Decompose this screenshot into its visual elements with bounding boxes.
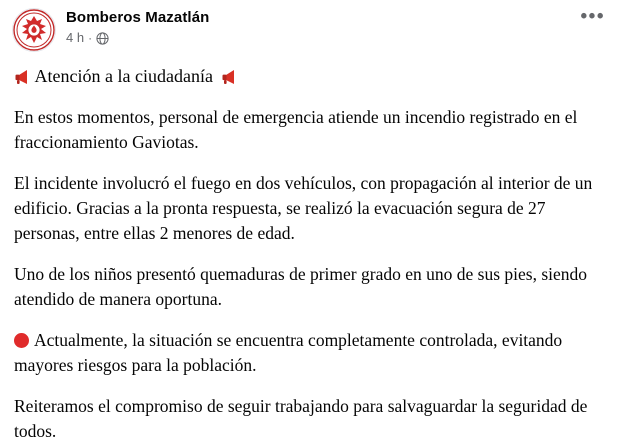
post-paragraph-incident-1: En estos momentos, personal de emergencia atiende un incendio registrado en el fraccionamiento Gaviotas. (14, 107, 578, 152)
red-circle-icon (14, 333, 29, 348)
meta-separator-dot: · (88, 31, 93, 45)
post-paragraph-status (14, 328, 603, 378)
post-paragraph-incident-2: El incidente involucró el fuego en dos vehículos, con propagación al interior de un edificio. Gracias a la pronta respuesta, se realizó la evacuación segura de 27 personas, entre ellas 2 menores de edad. (14, 173, 593, 243)
post-timestamp[interactable]: 4 h (66, 30, 85, 45)
post-body (0, 54, 617, 444)
post-header-text (66, 8, 573, 46)
megaphone-icon (221, 67, 236, 83)
post-paragraph-attention-text: Atención a la ciudadanía (34, 66, 213, 86)
avatar[interactable] (12, 8, 56, 52)
post-paragraph-closing: Reiteramos el compromiso de seguir trabajando para salvaguardar la seguridad de todos. (14, 396, 588, 441)
post-header (0, 0, 617, 54)
post-meta (66, 30, 573, 46)
post-more-options-button[interactable]: ••• (580, 6, 605, 27)
post-paragraph-attention (14, 64, 603, 89)
fire-department-badge-icon (13, 9, 55, 51)
post-author-name[interactable]: Bomberos Mazatlán (66, 9, 210, 26)
globe-icon[interactable] (96, 32, 109, 45)
megaphone-icon (14, 67, 29, 83)
post-paragraph-incident-3: Uno de los niños presentó quemaduras de primer grado en uno de sus pies, siendo atendido de manera oportuna. (14, 264, 588, 309)
post-paragraph-status-text: Actualmente, la situación se encuentra completamente controlada, evitando mayores riesgos para la población. (14, 330, 563, 375)
